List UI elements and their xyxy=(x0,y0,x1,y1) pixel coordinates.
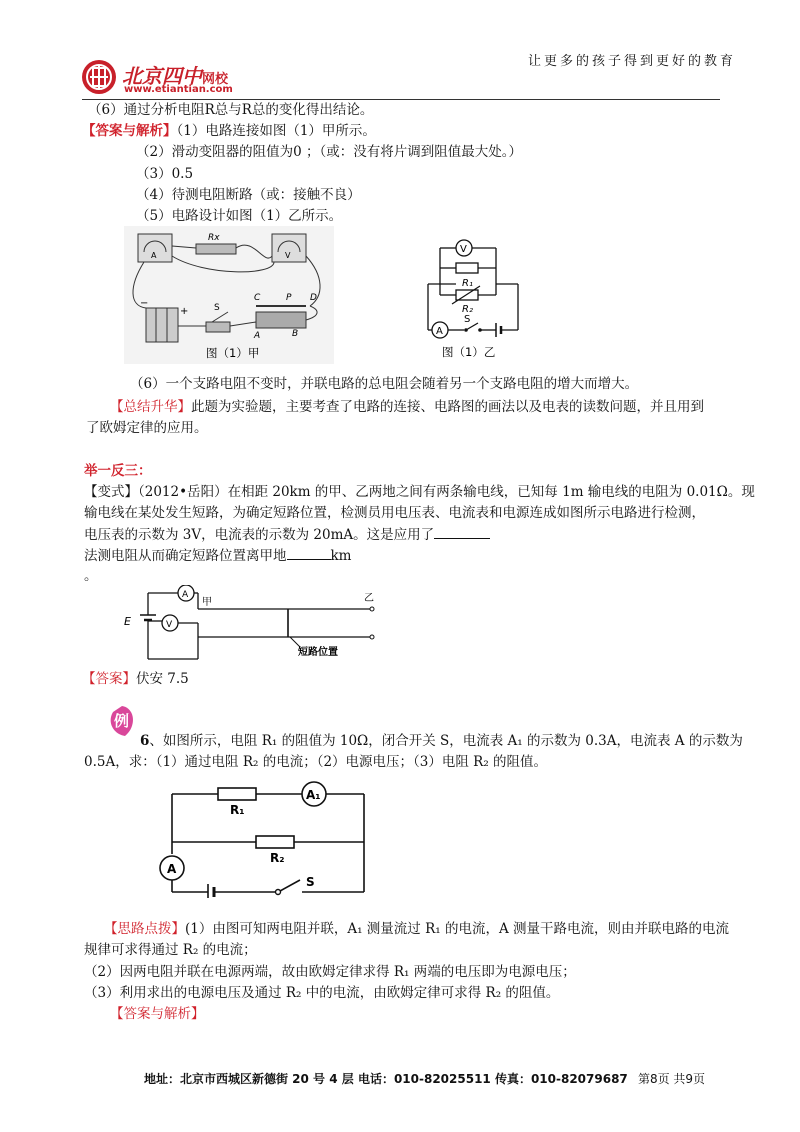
figure-3-parallel-circuit xyxy=(158,780,378,898)
variant-answer xyxy=(82,669,189,689)
fig2-jia-label: 甲 xyxy=(202,597,212,608)
fig2-voltmeter-label: V xyxy=(166,620,173,630)
section-title-juyifansan: 举一反三： xyxy=(84,463,152,479)
answer-tag: 【答案与解析】 xyxy=(82,123,177,139)
example6-text-1: 、如图所示，电阻 R₁ 的阻值为 10Ω，闭合开关 S，电流表 A₁ 的示数为 0.3A，电流表 A 的示数为 xyxy=(149,733,743,749)
figure-1-yi-circuit xyxy=(418,238,528,362)
fig3-switch-label: S xyxy=(306,875,315,889)
fig-yi-voltmeter-label: V xyxy=(460,244,467,255)
fig2-ammeter-label: A xyxy=(182,590,189,600)
variant-answer-text: 伏安 7.5 xyxy=(136,671,189,687)
hint-line-2: 规律可求得通过 R₂ 的电流； xyxy=(84,942,257,958)
answer-line-2: （2）滑动变阻器的阻值为0 ；（或：没有将片调到阻值最大处。） xyxy=(136,144,522,160)
logo-emblem-icon xyxy=(80,58,118,96)
footer-address xyxy=(144,1070,705,1087)
variant-line-2: 输电线在某处发生短路，为确定短路位置，检测员用电压表、电流表和电源连成如图所示电路进行检测， xyxy=(84,505,705,521)
hint-line-3: （2）因两电阻并联在电源两端，故由欧姆定律求得 R₁ 两端的电压即为电源电压； xyxy=(84,964,576,980)
fig-yi-ammeter-label: A xyxy=(436,326,443,337)
variant-line-4 xyxy=(84,545,351,566)
variant-text-1: （2012•岳阳）在相距 20km 的甲、乙两地之间有两条输电线，已知每 1m 输电线的电阻为 0.01Ω。现 xyxy=(138,484,755,500)
answer-line-4: （4）待测电阻断路（或：接触不良） xyxy=(136,187,361,203)
fig-jia-caption: 图（1）甲 xyxy=(206,346,260,360)
example6-answer-tag: 【答案与解析】 xyxy=(110,1006,205,1022)
fig-yi-switch-label: S xyxy=(464,314,471,325)
figure-2-short-circuit xyxy=(120,585,390,667)
fig-jia-d-label: D xyxy=(310,293,317,303)
fig-jia-minus-label: − xyxy=(140,298,149,309)
answer-line-1: （1）电路连接如图（1）甲所示。 xyxy=(176,123,376,139)
answer-line-6: （6）一个支路电阻不变时，并联电路的总电阻会随着另一个支路电阻的增大而增大。 xyxy=(130,376,639,392)
hint-text-1: (1）由图可知两电阻并联，A₁ 测量流过 R₁ 的电流，A 测量干路电流，则由并联电路的电流 xyxy=(185,921,730,937)
header-slogan: 让更多的孩子得到更好的教育 xyxy=(528,54,737,69)
answer-line-3: （3）0.5 xyxy=(136,166,194,182)
summary-text-1: 此题为实验题，主要考查了电路的连接、电路图的画法以及电表的读数问题，并且用到 xyxy=(191,399,704,415)
fig3-r2-label: R₂ xyxy=(270,851,285,865)
fig-yi-r2-label: R₂ xyxy=(462,304,473,315)
logo-url: www.etiantian.com xyxy=(124,84,233,95)
variant-line-5: 。 xyxy=(84,568,98,584)
fig-jia-p-label: P xyxy=(286,293,292,303)
variant-text-4b: km xyxy=(330,548,352,564)
fig-jia-rx-label: Rx xyxy=(208,233,220,243)
variant-text-3: 电压表的示数为 3V，电流表的示数为 20mA。这是应用了 xyxy=(84,527,435,543)
hint-tag: 【思路点拨】 xyxy=(104,921,185,937)
fig-jia-voltmeter-label: V xyxy=(285,251,291,260)
summary-tag: 【总结升华】 xyxy=(110,399,191,415)
figure-1-jia-circuit xyxy=(124,226,334,364)
fig-jia-switch-label: S xyxy=(214,303,220,313)
fig3-a1-label: A₁ xyxy=(306,788,321,802)
fig3-r1-label: R₁ xyxy=(230,803,245,817)
variant-line-3 xyxy=(84,524,490,545)
blank-distance xyxy=(287,545,331,560)
example6-number: 6 xyxy=(140,733,150,749)
fig-yi-r1-label: R₁ xyxy=(462,278,473,289)
fig-yi-caption: 图（1）乙 xyxy=(442,345,496,359)
q6-text: （6）通过分析电阻R总与R总的变化得出结论。 xyxy=(88,102,374,118)
example-badge xyxy=(107,704,137,738)
hint-line-1 xyxy=(104,919,729,939)
hint-line-4: （3）利用求出的电源电压及通过 R₂ 中的电流，由欧姆定律可求得 R₂ 的阻值。 xyxy=(84,985,560,1001)
logo xyxy=(80,56,340,96)
variant-answer-tag: 【答案】 xyxy=(82,671,136,687)
example6-line-1 xyxy=(140,731,743,751)
summary-line-2: 了欧姆定律的应用。 xyxy=(86,420,208,436)
fig2-e-label: E xyxy=(124,615,131,628)
fig-jia-plus-label: + xyxy=(180,306,189,317)
fig2-short-label: 短路位置 xyxy=(298,647,338,658)
answer-line-5: （5）电路设计如图（1）乙所示。 xyxy=(136,208,343,224)
footer-page: 第8页 共9页 xyxy=(637,1072,706,1086)
fig-jia-c-label: C xyxy=(254,293,261,303)
fig-jia-a-label: A xyxy=(254,331,261,341)
variant-line-1 xyxy=(84,482,755,502)
answer-block-1 xyxy=(82,121,376,141)
example6-line-2: 0.5A，求：（1）通过电阻 R₂ 的电流；（2）电源电压；（3）电阻 R₂ 的阻值。 xyxy=(84,754,548,770)
fig-jia-ammeter-label: A xyxy=(151,251,157,260)
fig-jia-b-label: B xyxy=(292,329,299,339)
variant-text-4a: 法测电阻从而确定短路位置离甲地 xyxy=(84,548,287,564)
summary-line-1 xyxy=(110,397,704,417)
footer-contact: 地址：北京市西城区新德街 20 号 4 层 电话：010-82025511 传真：010-82079687 xyxy=(144,1072,628,1086)
example-badge-text: 例 xyxy=(114,712,130,730)
fig2-yi-label: 乙 xyxy=(364,593,374,604)
blank-method xyxy=(434,524,490,539)
logo-name: 北京四中 xyxy=(122,64,202,88)
fig3-a-label: A xyxy=(167,862,177,876)
variant-tag: 【变式】 xyxy=(84,484,138,500)
logo-suffix: 网校 xyxy=(202,72,229,87)
